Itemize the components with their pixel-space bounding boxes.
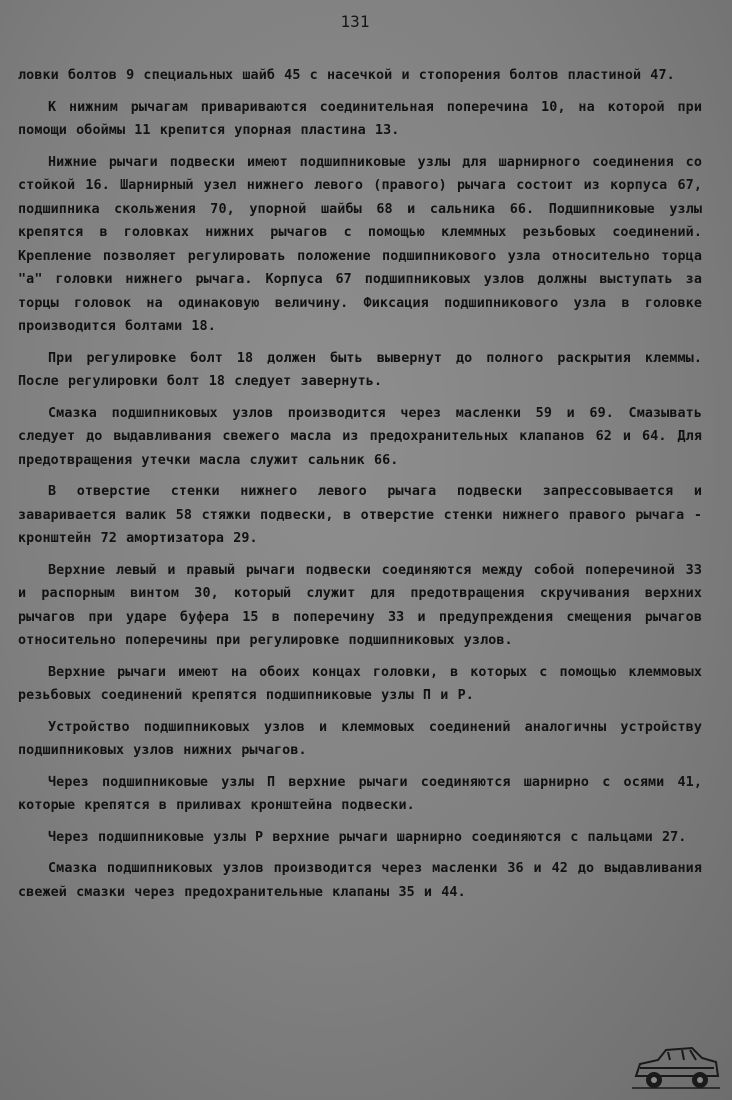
page-body (18, 64, 702, 912)
paragraph-3: Нижние рычаги подвески имеют подшипниковые узлы для шарнирного соединения со стойкой 16. Шарнирный узел нижнего левого (правого) рычага состоит из корпуса 67, подшипника скольжения 70, упорной шайбы 68 и сальника 66. Подшипниковые узлы крепятся в головках нижних рычагов с помощью клеммных резьбовых соединений. Крепление позволяет регулировать положение подшипникового узла относительно торца "а" головки нижнего рычага. Корпуса 67 подшипниковых узлов должны выступать за торцы головок на одинаковую величину. Фиксация подшипникового узла в головке производится болтами 18. (18, 154, 702, 334)
paragraph-11: Через подшипниковые узлы Р верхние рычаги шарнирно соединяются с пальцами 27. (48, 829, 687, 845)
paragraph-5: Смазка подшипниковых узлов производится через масленки 59 и 69. Смазывать следует до выдавливания свежего масла из предохранительных клапанов 62 и 64. Для предотвращения утечки масла служит сальник 66. (18, 405, 702, 468)
paragraph-2: К нижним рычагам привариваются соединительная поперечина 10, на которой при помощи обоймы 11 крепится упорная пластина 13. (18, 99, 702, 138)
paragraph-7: Верхние левый и правый рычаги подвески соединяются между собой поперечиной 33 и распорным винтом 30, который служит для предотвращения скручивания верхних рычагов при ударе буфера 15 в поперечину 33 и предупреждения смещения рычагов относительно поперечины при регулировке подшипниковых узлов. (18, 562, 702, 648)
paragraph-1: ловки болтов 9 специальных шайб 45 с насечкой и стопорения болтов пластиной 47. (18, 68, 675, 83)
paragraph-6: В отверстие стенки нижнего левого рычага подвески запрессовывается и заваривается валик 58 стяжки подвески, в отверстие стенки нижнего правого рычага - кронштейн 72 амортизатора 29. (18, 484, 702, 546)
paragraph-4: При регулировке болт 18 должен быть вывернут до полного раскрытия клеммы. После регулировки болт 18 следует завернуть. (18, 350, 702, 389)
page-number: 131 (340, 12, 370, 31)
paragraph-8: Верхние рычаги имеют на обоих концах головки, в которых с помощью клеммовых резьбовых соединений крепятся подшипниковые узлы П и Р. (18, 664, 702, 703)
car-sketch-icon (630, 1038, 722, 1094)
paragraph-10: Через подшипниковые узлы П верхние рычаги соединяются шарнирно с осями 41, которые крепятся в приливах кронштейна подвески. (18, 774, 702, 813)
paragraph-12: Смазка подшипниковых узлов производится через масленки 36 и 42 до выдавливания свежей смазки через предохранительные клапаны 35 и 44. (18, 861, 702, 900)
paragraph-9: Устройство подшипниковых узлов и клеммовых соединений аналогичны устройству подшипниковых узлов нижних рычагов. (18, 719, 702, 758)
